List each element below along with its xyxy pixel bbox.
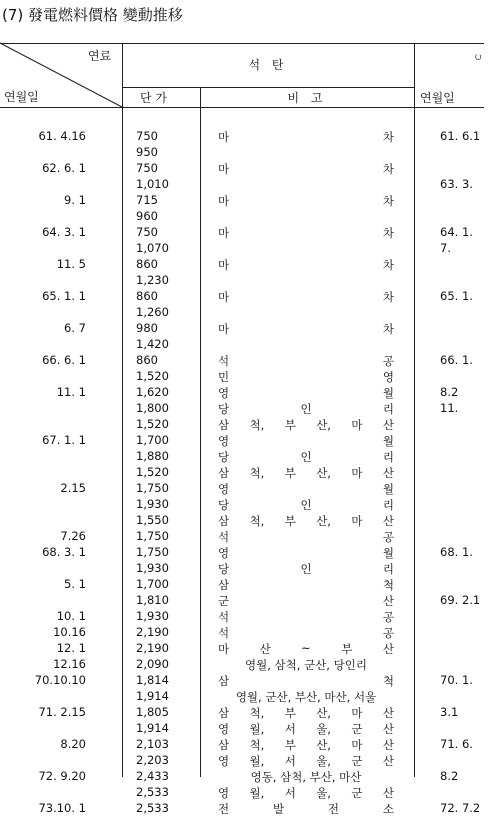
table-row [0,241,484,257]
remark-token: 삼 [218,418,230,432]
row-remarks [218,625,394,641]
remark-token: 영 [218,434,230,448]
row-right-date: 8.2 [440,769,459,783]
table-row [0,369,484,385]
table-body [0,129,484,817]
row-right-date: 66. 1. [440,353,473,367]
remark-token: 부 [284,706,296,720]
remark-token: 척 [382,674,394,688]
table-row [0,641,484,657]
remark-token: ~ [301,641,311,655]
row-date: 67. 1. 1 [42,433,86,447]
remark-token: 공 [382,530,394,544]
remark-token: 척, [249,466,265,480]
row-remarks [218,417,394,433]
remark-token: 영 [218,546,230,560]
table-row [0,337,484,353]
row-date: 65. 1. 1 [42,289,86,303]
remark-token: 울, [316,754,331,768]
table-row [0,289,484,305]
remark-token: 삼 [218,674,230,688]
remark-token: 마 [218,162,230,176]
remark-token: 월, [249,754,265,768]
row-date: 10.16 [53,625,86,639]
remark-token: 리 [382,450,394,464]
remark-token: 울, [316,786,331,800]
remark-token: 리 [382,562,394,576]
fuel-price-table [0,43,484,816]
remark-token: 영 [218,754,230,768]
row-price: 860 [136,353,158,367]
remark-token: 당 [218,498,230,512]
table-row [0,609,484,625]
table-row [0,721,484,737]
remark-token: 마 [351,514,363,528]
row-remarks [218,353,394,369]
remark-token: 당 [218,450,230,464]
row-price: 1,620 [136,385,169,399]
row-date: 11. 1 [56,385,86,399]
remark-token: 차 [382,322,394,336]
table-row [0,689,484,705]
remark-token: 척 [382,578,394,592]
table-row [0,737,484,753]
right-header-partial: ပ [475,49,482,63]
row-date: 12. 1 [56,641,86,655]
table-row [0,481,484,497]
remark-token: 당 [218,402,230,416]
remark-token: 마 [218,226,230,240]
table-row [0,593,484,609]
row-price: 2,433 [136,769,169,783]
table-row [0,801,484,817]
row-price: 1,930 [136,609,169,623]
table-row [0,497,484,513]
row-remarks [218,481,394,497]
row-remarks [218,545,394,561]
remark-token: 군 [351,786,363,800]
remark-token: 월, [249,786,265,800]
row-price: 1,800 [136,401,169,415]
remark-token: 석 [218,610,230,624]
row-remarks [218,225,394,241]
remark-token: 공 [382,354,394,368]
remark-token: 월, [249,722,265,736]
row-remarks [218,561,394,577]
row-price: 2,103 [136,737,169,751]
coal-label: 석 탄 [248,58,288,72]
remark-token: 마 [351,738,363,752]
remark-token: 월 [382,434,394,448]
table-row [0,193,484,209]
row-price: 1,750 [136,481,169,495]
remark-token: 울, [316,722,331,736]
row-remarks [218,321,394,337]
table-row [0,529,484,545]
row-right-date: 61. 6.1 [440,129,481,143]
row-remarks [218,433,394,449]
remark-token: 차 [382,130,394,144]
row-right-date: 8.2 [440,385,459,399]
row-remarks [218,129,394,145]
remark-token: 산 [382,706,394,720]
row-remarks [218,161,394,177]
table-row [0,129,484,145]
remark-token: 마 [351,706,363,720]
remark-token: 리 [382,402,394,416]
row-price: 750 [136,129,158,143]
remark-token: 부 [284,738,296,752]
remark-token: 척, [249,738,265,752]
remark-token: 서 [284,722,296,736]
row-remarks [218,513,394,529]
row-price: 750 [136,161,158,175]
row-date: 11. 5 [56,257,86,271]
row-price: 1,880 [136,449,169,463]
row-price: 1,814 [136,673,169,687]
row-remarks [218,193,394,209]
row-remarks [218,609,394,625]
row-date: 73.10. 1 [38,801,86,815]
row-remarks [218,641,394,657]
row-remarks [218,449,394,465]
row-price: 1,520 [136,369,169,383]
header-bottom-rule [0,107,484,108]
remark-token: 월 [382,546,394,560]
remark-token: 소 [382,802,394,816]
row-price: 1,230 [136,273,169,287]
remark-token: 삼 [218,738,230,752]
row-date: 7.26 [60,529,86,543]
remark-token: 발 [272,802,285,816]
row-price: 1,750 [136,529,169,543]
remark-token: 차 [382,226,394,240]
table-row [0,417,484,433]
table-row [0,465,484,481]
row-right-date: 65. 1. [440,289,473,303]
table-row [0,657,484,673]
row-remarks [218,385,394,401]
row-price: 1,520 [136,465,169,479]
row-right-date: 68. 1. [440,545,473,559]
row-price: 2,190 [136,625,169,639]
row-price: 1,550 [136,513,169,527]
remark-token: 석 [218,530,230,544]
remark-token: 인 [300,402,312,416]
row-date: 71. 2.15 [38,705,86,719]
remark-token: 산 [382,786,394,800]
remark-token: 군 [351,754,363,768]
remark-token: 차 [382,258,394,272]
row-price: 1,700 [136,433,169,447]
row-remarks: 영동, 삼척, 부산, 마산 [250,770,362,784]
row-price: 980 [136,321,158,335]
row-price: 1,810 [136,593,169,607]
row-price: 1,260 [136,305,169,319]
table-row [0,769,484,785]
table-row [0,561,484,577]
table-row [0,225,484,241]
row-price: 1,420 [136,337,169,351]
remark-token: 산 [382,594,394,608]
table-row [0,273,484,289]
remark-token: 산 [382,722,394,736]
remark-token: 월 [382,386,394,400]
row-price: 1,930 [136,561,169,575]
row-remarks [218,289,394,305]
remark-token: 산 [382,754,394,768]
remark-token: 부 [284,466,296,480]
row-remarks [218,721,394,737]
table-row [0,209,484,225]
table-row [0,705,484,721]
remark-token: 부 [284,514,296,528]
row-remarks [218,673,394,689]
row-remarks [218,257,394,273]
remark-token: 당 [218,562,230,576]
table-row [0,513,484,529]
row-right-date: 72. 7.2 [440,801,481,815]
unit-price-label: 단 가 [140,91,167,105]
remark-token: 영 [218,386,230,400]
row-date: 61. 4.16 [38,129,86,143]
row-right-date: 70. 1. [440,673,473,687]
row-price: 1,805 [136,705,169,719]
table-row [0,353,484,369]
row-date: 66. 6. 1 [42,353,86,367]
row-price: 1,914 [136,689,169,703]
remark-token: 산, [316,514,331,528]
row-price: 860 [136,289,158,303]
row-date: 10. 1 [56,609,86,623]
remark-token: 척, [249,706,265,720]
row-price: 1,010 [136,177,169,191]
date-label: 연월일 [4,90,39,104]
remark-token: 산 [382,466,394,480]
remark-token: 산 [382,418,394,432]
table-row [0,449,484,465]
row-price: 2,533 [136,801,169,815]
remark-token: 서 [284,754,296,768]
remark-token: 전 [218,802,230,816]
remark-token: 삼 [218,578,230,592]
remark-token: 전 [327,802,340,816]
remark-token: 산, [316,466,331,480]
remark-token: 마 [218,258,230,272]
remark-token: 영 [382,370,394,384]
remark-token: 차 [382,194,394,208]
row-right-date: 3.1 [440,705,459,719]
remark-token: 산 [382,642,394,656]
remark-token: 산, [316,418,331,432]
remark-token: 석 [218,354,230,368]
remark-token: 삼 [218,706,230,720]
remark-token: 마 [218,130,230,144]
row-right-date: 63. 3. [440,177,473,191]
remark-token: 마 [218,290,230,304]
remark-token: 서 [284,786,296,800]
row-price: 2,533 [136,785,169,799]
remark-token: 차 [382,290,394,304]
remark-token: 영 [218,482,230,496]
remark-token: 삼 [218,514,230,528]
remark-token: 영 [218,786,230,800]
row-right-date: 64. 1. [440,225,473,239]
remark-token: 차 [382,162,394,176]
row-price: 1,914 [136,721,169,735]
row-remarks [218,737,394,753]
remark-token: 리 [382,498,394,512]
row-date: 64. 3. 1 [42,225,86,239]
row-remarks [218,497,394,513]
row-date: 5. 1 [64,577,86,591]
table-row [0,321,484,337]
remark-token: 마 [218,322,230,336]
row-right-date: 11. [440,401,459,415]
table-row [0,433,484,449]
table-row [0,177,484,193]
remark-token: 공 [382,626,394,640]
remark-token: 척, [249,418,265,432]
table-row [0,577,484,593]
row-date: 72. 9.20 [38,769,86,783]
row-date: 70.10.10 [34,673,86,687]
remark-token: 부 [284,418,296,432]
page-title: (7) 發電燃料價格 變動推移 [2,6,183,24]
remark-token: 마 [351,466,363,480]
row-date: 62. 6. 1 [42,161,86,175]
remark-token: 산 [382,738,394,752]
row-price: 2,203 [136,753,169,767]
table-row [0,625,484,641]
remark-token: 인 [300,498,312,512]
row-remarks: 영월, 삼척, 군산, 당인리 [245,658,367,672]
row-date: 8.20 [60,737,86,751]
row-price: 2,090 [136,657,169,671]
remark-token: 산 [259,642,271,656]
table-row [0,385,484,401]
remark-token: 영 [218,722,230,736]
remark-token: 마 [218,642,230,656]
table-row [0,401,484,417]
remark-token: 월 [382,482,394,496]
row-price: 1,700 [136,577,169,591]
remark-token: 산 [382,514,394,528]
row-price: 1,070 [136,241,169,255]
fuel-label: 연료 [88,49,112,63]
remark-token: 석 [218,626,230,640]
table-row [0,161,484,177]
remark-token: 마 [351,418,363,432]
table-row [0,785,484,801]
remark-token: 척, [249,514,265,528]
row-remarks [218,705,394,721]
row-price: 960 [136,209,158,223]
row-remarks [218,785,394,801]
row-price: 1,520 [136,417,169,431]
table-row [0,753,484,769]
row-price: 950 [136,145,158,159]
row-remarks [218,529,394,545]
row-price: 1,750 [136,545,169,559]
row-date: 68. 3. 1 [42,545,86,559]
row-remarks [218,465,394,481]
row-price: 715 [136,193,158,207]
table-row [0,673,484,689]
remark-token: 인 [300,562,312,576]
remark-token: 마 [218,194,230,208]
remark-token: 군 [218,594,230,608]
row-date: 2.15 [60,481,86,495]
table-row [0,145,484,161]
table-row [0,305,484,321]
row-date: 9. 1 [64,193,86,207]
row-remarks: 영월, 군산, 부산, 마산, 서울 [235,690,377,704]
remark-token: 산, [316,706,331,720]
remark-token: 인 [300,450,312,464]
table-row [0,257,484,273]
remark-token: 삼 [218,466,230,480]
remarks-label: 비 고 [287,91,327,105]
right-date-label: 연월일 [420,91,455,105]
row-price: 1,930 [136,497,169,511]
row-remarks [218,577,394,593]
row-right-date: 69. 2.1 [440,593,481,607]
remark-token: 부 [341,642,353,656]
header-mid-rule [122,87,414,88]
remark-token: 공 [382,610,394,624]
remark-token: 군 [351,722,363,736]
row-remarks [218,593,394,609]
row-right-date: 71. 6. [440,737,473,751]
row-remarks [218,801,394,817]
table-row [0,545,484,561]
row-price: 750 [136,225,158,239]
row-remarks [218,753,394,769]
row-remarks [218,369,394,385]
remark-token: 민 [218,370,230,384]
row-price: 860 [136,257,158,271]
row-right-date: 7. [440,241,451,255]
row-price: 2,190 [136,641,169,655]
remark-token: 산, [316,738,331,752]
row-date: 12.16 [53,657,86,671]
row-date: 6. 7 [64,321,86,335]
row-remarks [218,401,394,417]
